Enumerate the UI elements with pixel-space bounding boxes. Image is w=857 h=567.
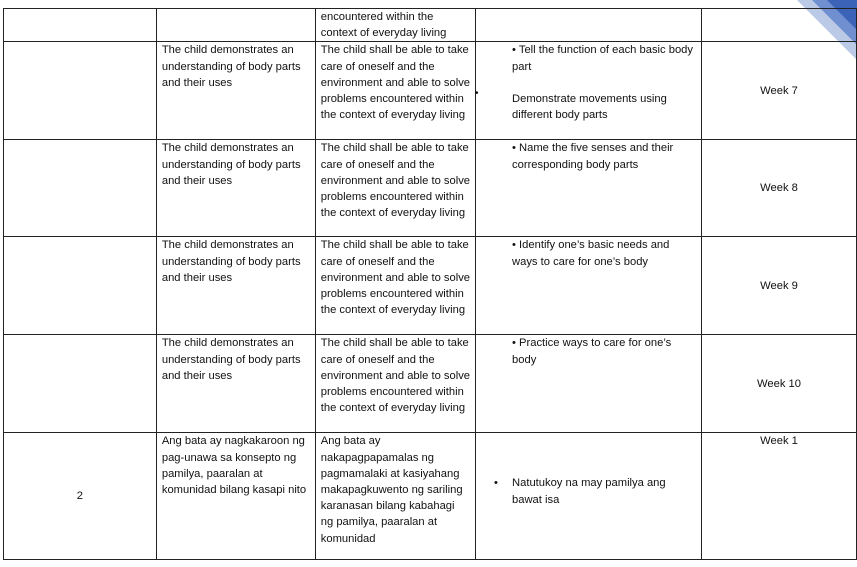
grade-cell	[4, 237, 157, 335]
performance-standard-cell: The child shall be able to take care of oneself and the environment and able to solve problems encountered within the context of everyday living	[315, 335, 475, 433]
content-standard-cell: The child demonstrates an understanding of body parts and their uses	[156, 335, 315, 433]
grade-cell	[4, 42, 157, 140]
week-cell: Week 9	[702, 237, 857, 335]
grade-cell	[4, 9, 157, 42]
competency-item: Natutukoy na may pamilya ang bawat isa	[512, 477, 666, 506]
competency-item: • Identify one’s basic needs and ways to care for one’s body	[512, 239, 670, 268]
bullet-icon: •	[494, 477, 498, 490]
performance-standard-cell: The child shall be able to take care of oneself and the environment and able to solve problems encountered within the context of everyday living	[315, 42, 475, 140]
competency-item: • Tell the function of each basic body part	[512, 44, 693, 73]
content-standard-cell: Ang bata ay nagkakaroon ng pag-unawa sa konsepto ng pamilya, paaralan at komunidad bilang kasapi nito	[156, 433, 315, 560]
competency-item: Demonstrate movements using different body parts	[512, 92, 667, 122]
table-row	[4, 140, 857, 237]
week-cell	[702, 9, 857, 42]
performance-standard-cell: The child shall be able to take care of oneself and the environment and able to solve problems encountered within the context of everyday living	[315, 140, 475, 237]
competency-cell	[476, 42, 702, 140]
week-cell: Week 7	[702, 42, 857, 140]
grade-cell	[4, 140, 157, 237]
competency-item: • Practice ways to care for one’s body	[512, 337, 672, 366]
content-standard-cell: The child demonstrates an understanding of body parts and their uses	[156, 42, 315, 140]
table-row	[4, 237, 857, 335]
curriculum-table	[3, 8, 857, 560]
grade-cell: 2	[4, 433, 157, 560]
competency-cell	[476, 335, 702, 433]
table-row	[4, 433, 857, 560]
grade-cell	[4, 335, 157, 433]
week-cell: Week 10	[702, 335, 857, 433]
table-row	[4, 9, 857, 42]
competency-cell	[476, 140, 702, 237]
week-cell: Week 8	[702, 140, 857, 237]
week-cell: Week 1	[702, 433, 857, 560]
performance-standard-cell: Ang bata ay nakapagpapamalas ng pagmamalaki at kasiyahang makapagkuwento ng sariling karanasan bilang kabahagi ng pamilya, paaralan at komunidad	[315, 433, 475, 560]
content-standard-cell: The child demonstrates an understanding of body parts and their uses	[156, 237, 315, 335]
performance-standard-cell: encountered within the context of everyday living	[315, 9, 475, 42]
bullet-icon: •	[475, 88, 479, 100]
competency-item: • Name the five senses and their corresponding body parts	[512, 142, 674, 171]
performance-standard-cell: The child shall be able to take care of oneself and the environment and able to solve problems encountered within the context of everyday living	[315, 237, 475, 335]
content-standard-cell: The child demonstrates an understanding of body parts and their uses	[156, 140, 315, 237]
competency-cell	[476, 9, 702, 42]
table-row	[4, 42, 857, 140]
content-standard-cell	[156, 9, 315, 42]
table-row	[4, 335, 857, 433]
competency-cell	[476, 237, 702, 335]
competency-cell	[476, 433, 702, 560]
